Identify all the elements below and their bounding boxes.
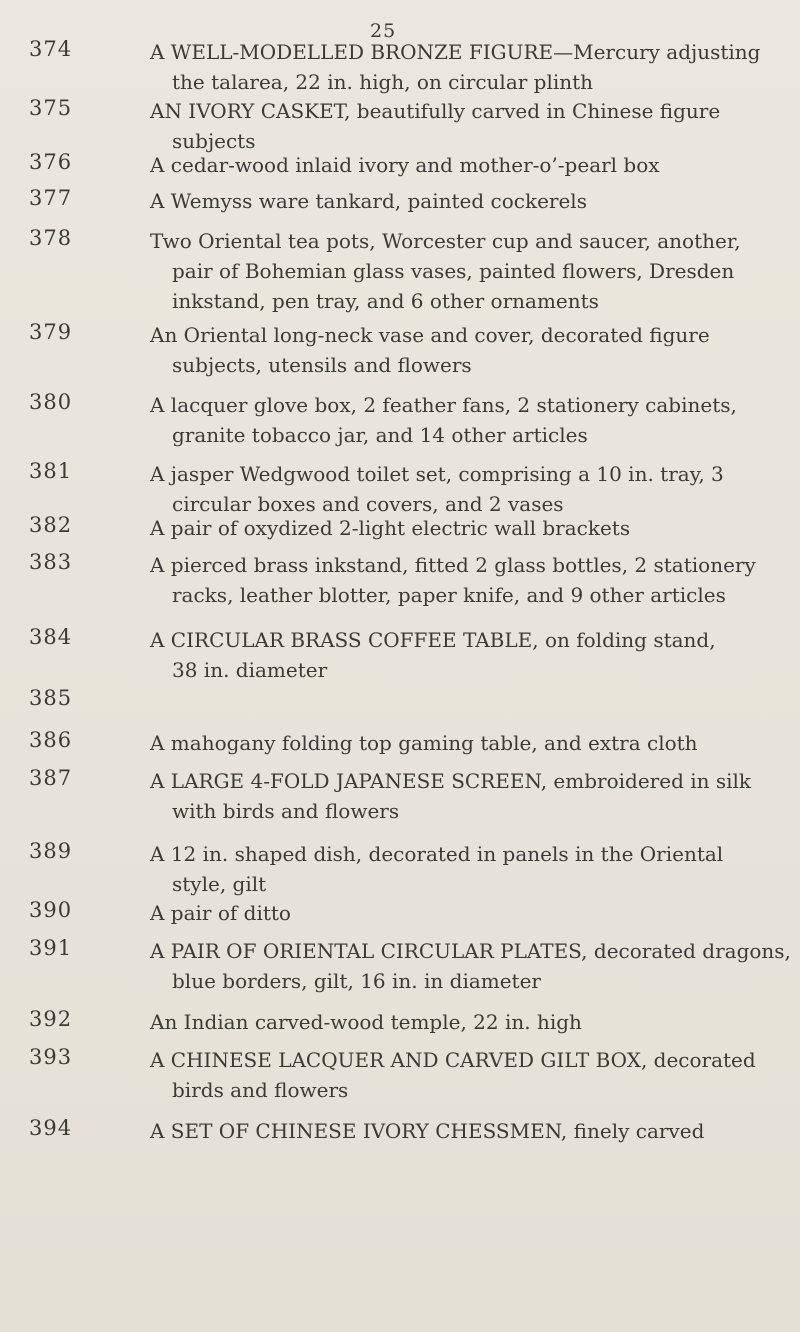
lot-description-line: the talarea, 22 in. high, on circular plinth: [172, 70, 594, 94]
lot-number: 378: [29, 226, 73, 250]
lot-description-line: A 12 in. shaped dish, decorated in panels in the Oriental: [150, 842, 724, 866]
lot-number: 380: [29, 390, 73, 414]
lot-description-line: AN IVORY CASKET, beautifully carved in Chinese figure: [150, 99, 721, 123]
lot-description: [150, 550, 790, 610]
lot-description-line: A SET OF CHINESE IVORY CHESSMEN, finely carved: [150, 1119, 705, 1143]
lot-number: 377: [29, 186, 73, 210]
lot-description: [150, 898, 790, 928]
lot-number: 385: [29, 686, 73, 710]
lot-description-line: circular boxes and covers, and 2 vases: [172, 492, 564, 516]
lot-number: 383: [29, 550, 73, 574]
lot-description: [150, 1116, 790, 1146]
lot-description-line: A jasper Wedgwood toilet set, comprising a 10 in. tray, 3: [150, 462, 724, 486]
lot-description-line: A cedar-wood inlaid ivory and mother-o’-pearl box: [150, 153, 660, 177]
lot-description-line: An Oriental long-neck vase and cover, decorated figure: [150, 323, 710, 347]
lot-description-line: granite tobacco jar, and 14 other articles: [172, 423, 588, 447]
lot-description: [150, 936, 790, 996]
lot-number: 389: [29, 839, 73, 863]
lot-description: [150, 459, 790, 519]
lot-description: [150, 1007, 790, 1037]
page-number: 25: [370, 20, 397, 42]
lot-description: [150, 96, 790, 156]
lot-description: [150, 766, 790, 826]
lot-description-line: birds and flowers: [172, 1078, 349, 1102]
lot-number: 376: [29, 150, 73, 174]
lot-description-line: subjects: [172, 129, 256, 153]
lot-description-line: A pierced brass inkstand, fitted 2 glass bottles, 2 stationery: [150, 553, 756, 577]
lot-description-line: A WELL-MODELLED BRONZE FIGURE—Mercury adjusting: [150, 40, 761, 64]
lot-description-line: style, gilt: [172, 872, 267, 896]
lot-number: 379: [29, 320, 73, 344]
lot-number: 386: [29, 728, 73, 752]
lot-description-line: Two Oriental tea pots, Worcester cup and saucer, another,: [150, 229, 741, 253]
lot-number: 387: [29, 766, 73, 790]
lot-description-line: A mahogany folding top gaming table, and extra cloth: [150, 731, 698, 755]
lot-description-line: racks, leather blotter, paper knife, and 9 other articles: [172, 583, 726, 607]
lot-description: [150, 186, 790, 216]
lot-description-line: A lacquer glove box, 2 feather fans, 2 stationery cabinets,: [150, 393, 737, 417]
lot-number: 375: [29, 96, 73, 120]
lot-number: 390: [29, 898, 73, 922]
lot-description: [150, 320, 790, 380]
lot-description: [150, 390, 790, 450]
lot-description-line: A CIRCULAR BRASS COFFEE TABLE, on folding stand,: [150, 628, 716, 652]
lot-number: 394: [29, 1116, 73, 1140]
lot-description: [150, 839, 790, 899]
lot-number: 374: [29, 37, 73, 61]
lot-description-line: subjects, utensils and flowers: [172, 353, 472, 377]
lot-description-line: blue borders, gilt, 16 in. in diameter: [172, 969, 541, 993]
lot-description: [150, 1045, 790, 1105]
lot-description: [150, 513, 790, 543]
lot-description-line: with birds and flowers: [172, 799, 400, 823]
lot-description-line: A Wemyss ware tankard, painted cockerels: [150, 189, 587, 213]
lot-number: 381: [29, 459, 73, 483]
lot-number: 393: [29, 1045, 73, 1069]
lot-description: [150, 150, 790, 180]
lot-description: [150, 625, 790, 685]
lot-number: 392: [29, 1007, 73, 1031]
lot-number: 382: [29, 513, 73, 537]
lot-description-line: A PAIR OF ORIENTAL CIRCULAR PLATES, decorated dragons,: [150, 939, 791, 963]
lot-description: [150, 37, 790, 97]
lot-description-line: A CHINESE LACQUER AND CARVED GILT BOX, decorated: [150, 1048, 756, 1072]
lot-description-line: A LARGE 4-FOLD JAPANESE SCREEN, embroidered in silk: [150, 769, 752, 793]
lot-number: 384: [29, 625, 73, 649]
lot-description-line: A pair of oxydized 2-light electric wall brackets: [150, 516, 631, 540]
lot-description-line: inkstand, pen tray, and 6 other ornaments: [172, 289, 599, 313]
lot-description-line: 38 in. diameter: [172, 658, 328, 682]
lot-number: 391: [29, 936, 73, 960]
lot-description-line: pair of Bohemian glass vases, painted flowers, Dresden: [172, 259, 735, 283]
lot-description-line: An Indian carved-wood temple, 22 in. high: [150, 1010, 582, 1034]
lot-description: [150, 226, 790, 316]
lot-description-line: A pair of ditto: [150, 901, 291, 925]
lot-description: [150, 728, 790, 758]
